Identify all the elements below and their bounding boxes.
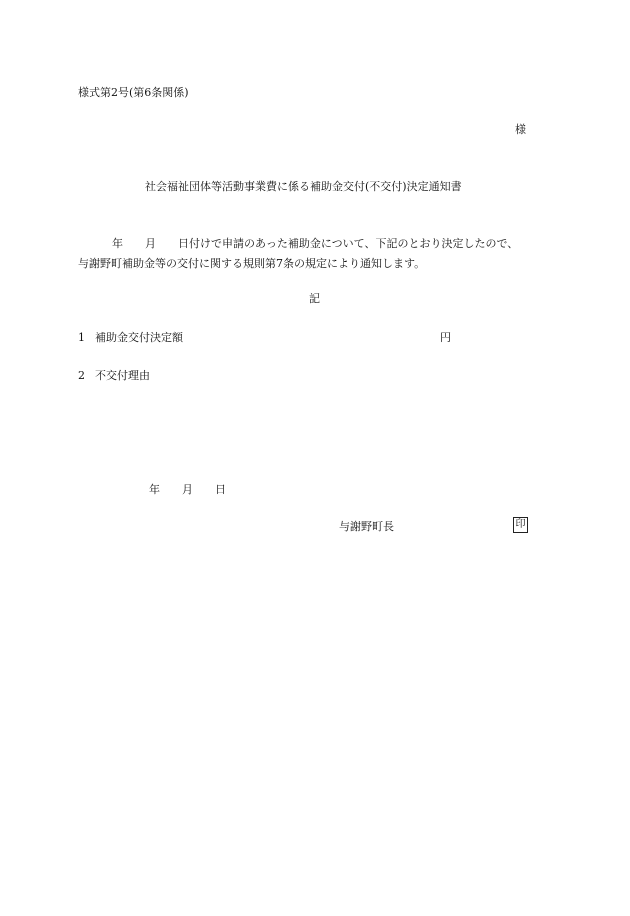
body-text-line-1: 年 月 日付けで申請のあった補助金について、下記のとおり決定したので、 <box>112 237 519 250</box>
subsidy-amount-label: 補助金交付決定額 <box>95 331 183 344</box>
issuer-title: 与謝野町長 <box>339 520 394 533</box>
item-number-1: 1 <box>78 331 85 344</box>
yen-unit: 円 <box>440 331 451 344</box>
non-grant-reason-label: 不交付理由 <box>95 369 150 382</box>
recipient-suffix: 様 <box>515 123 526 136</box>
form-number: 様式第2号(第6条関係) <box>78 86 189 99</box>
issue-date: 年 月 日 <box>149 483 226 496</box>
seal-mark: 印 <box>513 517 528 533</box>
document-title: 社会福祉団体等活動事業費に係る補助金交付(不交付)決定通知書 <box>145 180 462 193</box>
body-text-line-2: 与謝野町補助金等の交付に関する規則第7条の規定により通知します。 <box>78 257 426 270</box>
item-number-2: 2 <box>78 369 85 382</box>
record-heading: 記 <box>309 292 320 305</box>
